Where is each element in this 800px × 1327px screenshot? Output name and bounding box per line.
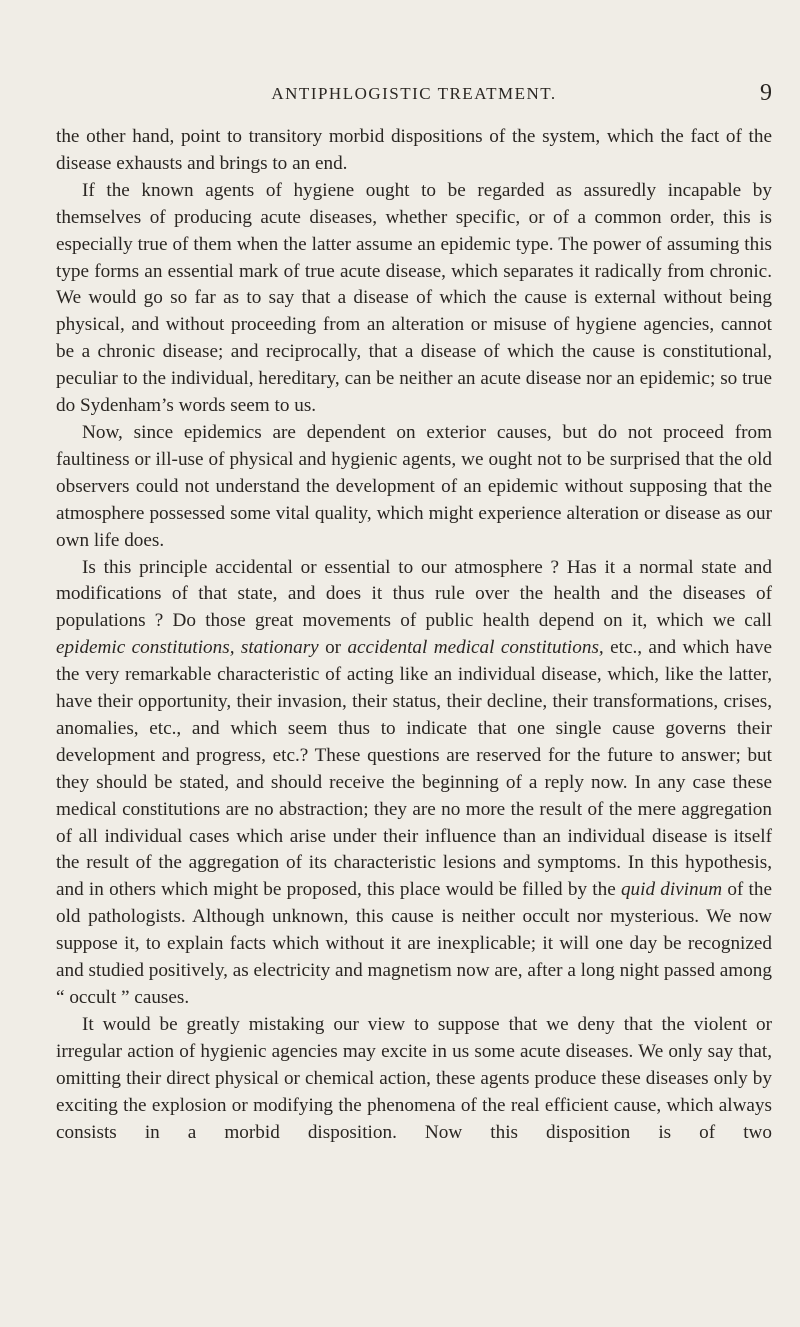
running-title: ANTIPHLOGISTIC TREATMENT. [271, 84, 557, 103]
italic-term: epidemic constitutions, stationary [56, 637, 319, 659]
paragraph-continuation: the other hand, point to transitory morbid dispositions of the system, which the fact of the disease exhausts and brings to an end. [56, 126, 772, 174]
italic-term: quid divinum [620, 879, 723, 901]
italic-term: accidental medical constitutions, [347, 637, 604, 659]
text-run: or [318, 637, 348, 659]
body-text [56, 124, 772, 1146]
paragraph-atmosphere-principle [56, 555, 772, 1012]
paragraph-hygienic-agencies: It would be greatly mistaking our view to suppose that we deny that the violent or irregular action of hygienic agencies may excite in us some acute diseases. We only say that, omitting their direct physical or chemical action, these agents produce these diseases only by exciting the explosion or modifying the phenomena of the real efficient cause, which always consists in a morbid disposition. Now this disposition is of two [56, 1013, 772, 1143]
page-header [56, 80, 772, 110]
paragraph-epidemics: Now, since epidemics are dependent on exterior causes, but do not proceed from faultiness or ill-use of physical and hygienic agents, we ought not to be surprised that the old observers could not understand the development of an epidemic without supposing that the atmosphere possessed some vital quality, which might experience alteration or disease as our own life does. [56, 421, 772, 551]
paragraph-hygiene-agents: If the known agents of hygiene ought to be regarded as assuredly incapable by themselves of producing acute diseases, whether specific, or of a common order, this is especially true of them when the latter assume an epidemic type. The power of assuming this type forms an essential mark of true acute disease, which separates it radically from chronic. We would go so far as to say that a disease of which the cause is external without being physical, and without proceeding from an alteration or misuse of hygiene agencies, cannot be a chronic disease; and reciprocally, that a disease of which the cause is constitutional, peculiar to the individual, hereditary, can be neither an acute disease nor an epidemic; so true do Sydenham’s words seem to us. [56, 179, 772, 417]
page-number: 9 [760, 80, 772, 106]
text-run: of the old pathologists. Although unknown, this cause is neither occult nor mysterious. We now suppose it, to explain facts which without it are inexplicable; it will one day be recognized and studied positively, as electricity and magnetism now are, after a long night passed among “ occult ” causes. [56, 879, 772, 1008]
text-run: Is this principle accidental or essential to our atmosphere ? Has it a normal state and modifications of that state, and does it thus rule over the health and the diseases of populations ? Do those great movements of public health depend on it, which we call [56, 556, 772, 632]
text-run: etc., and which have the very remarkable characteristic of acting like an individual disease, which, like the latter, have their opportunity, their invasion, their status, their decline, their transformations, crises, anomalies, etc., and which seem thus to indicate that one single cause governs their development and progress, etc.? These questions are reserved for the future to answer; but they should be stated, and should receive the beginning of a reply now. In any case these medical constitutions are no abstraction; they are no more the result of the mere aggregation of all individual cases which arise under their influence than an individual disease is itself the result of the aggregation of its characteristic lesions and symptoms. In this hypothesis, and in others which might be proposed, this place would be filled by the [56, 637, 772, 901]
